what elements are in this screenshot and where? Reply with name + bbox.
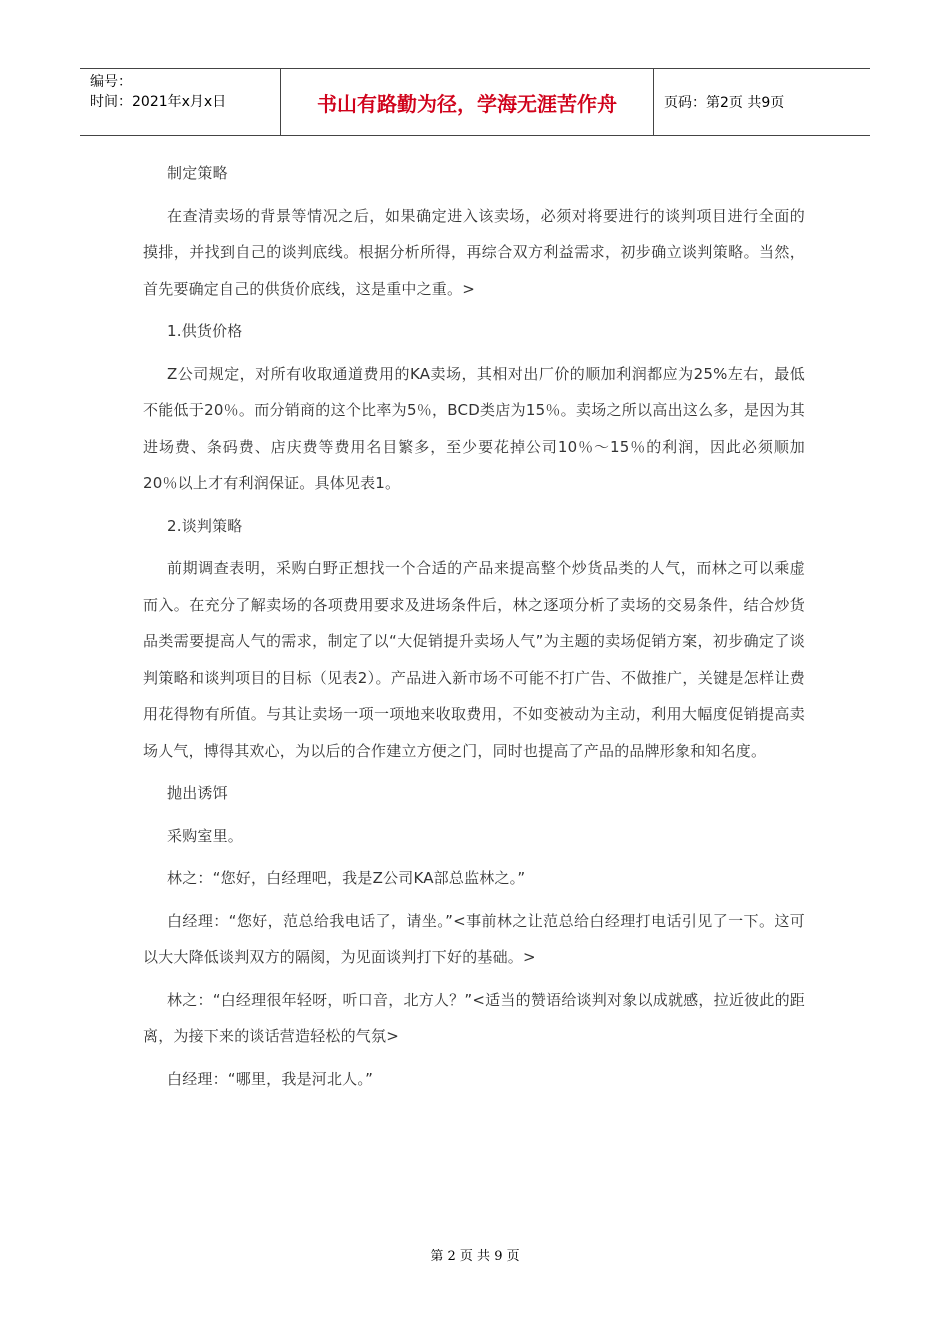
subsection-heading: 1.供货价格 xyxy=(167,322,243,340)
dialogue-line: 林之：“您好，白经理吧，我是Z公司KA部总监林之。” xyxy=(167,869,526,887)
body-paragraph: 前期调查表明，采购白野正想找一个合适的产品来提高整个炒货品类的人气，而林之可以乘虚而入。在充分了解卖场的各项费用要求及进场条件后，林之逐项分析了卖场的交易条件，结合炒货品类需要提高人气的需求，制定了以“大促销提升卖场人气”为主题的卖场促销方案，初步确定了谈判策略和谈判项目的目标（见表2）。产品进入新市场不可能不打广告、不做推广，关键是怎样让费用花得物有所值。与其让卖场一项一项地来收取费用，不如变被动为主动，利用大幅度促销提高卖场人气，博得其欢心，为以后的合作建立方便之门，同时也提高了产品的品牌形象和知名度。 xyxy=(143,559,805,760)
section-heading: 制定策略 xyxy=(167,164,228,182)
date-label: 时间：2021年x月x日 xyxy=(90,94,227,110)
header-meta xyxy=(80,69,281,135)
document-body xyxy=(143,155,805,1103)
subsection-heading: 2.谈判策略 xyxy=(167,516,243,535)
dialogue-line: 白经理：“您好，范总给我电话了，请坐。”<事前林之让范总给白经理打电话引见了一下。这可以大大降低谈判双方的隔阂，为见面谈判打下好的基础。> xyxy=(143,911,805,966)
dialogue-line: 白经理：“哪里，我是河北人。” xyxy=(167,1069,374,1088)
page-footer: 第 2 页 共 9 页 xyxy=(430,1249,520,1264)
number-label: 编号： xyxy=(90,74,132,90)
body-paragraph: Z公司规定，对所有收取通道费用的KA卖场，其相对出厂价的顺加利润都应为25%左右，最低不能低于20％。而分销商的这个比率为5％，BCD类店为15％。卖场之所以高出这么多，是因为其进场费、条码费、店庆费等费用名目繁多，至少要花掉公司10％～15％的利润，因此必须顺加20％以上才有利润保证。具体见表1。 xyxy=(143,364,805,492)
header-motto: 书山有路勤为径，学海无涯苦作舟 xyxy=(281,69,654,135)
dialogue-line: 林之：“白经理很年轻呀，听口音，北方人？”<适当的赞语给谈判对象以成就感，拉近彼此的距离，为接下来的谈话营造轻松的气氛> xyxy=(143,990,805,1045)
section-heading: 抛出诱饵 xyxy=(167,784,228,802)
document-header xyxy=(80,68,870,136)
header-page-info: 页码：第2页 共9页 xyxy=(664,95,785,111)
body-paragraph: 采购室里。 xyxy=(167,826,244,845)
body-paragraph: 在查清卖场的背景等情况之后，如果确定进入该卖场，必须对将要进行的谈判项目进行全面的摸排，并找到自己的谈判底线。根据分析所得，再综合双方利益需求，初步确立谈判策略。当然，首先要确定自己的供货价底线，这是重中之重。> xyxy=(143,206,805,298)
